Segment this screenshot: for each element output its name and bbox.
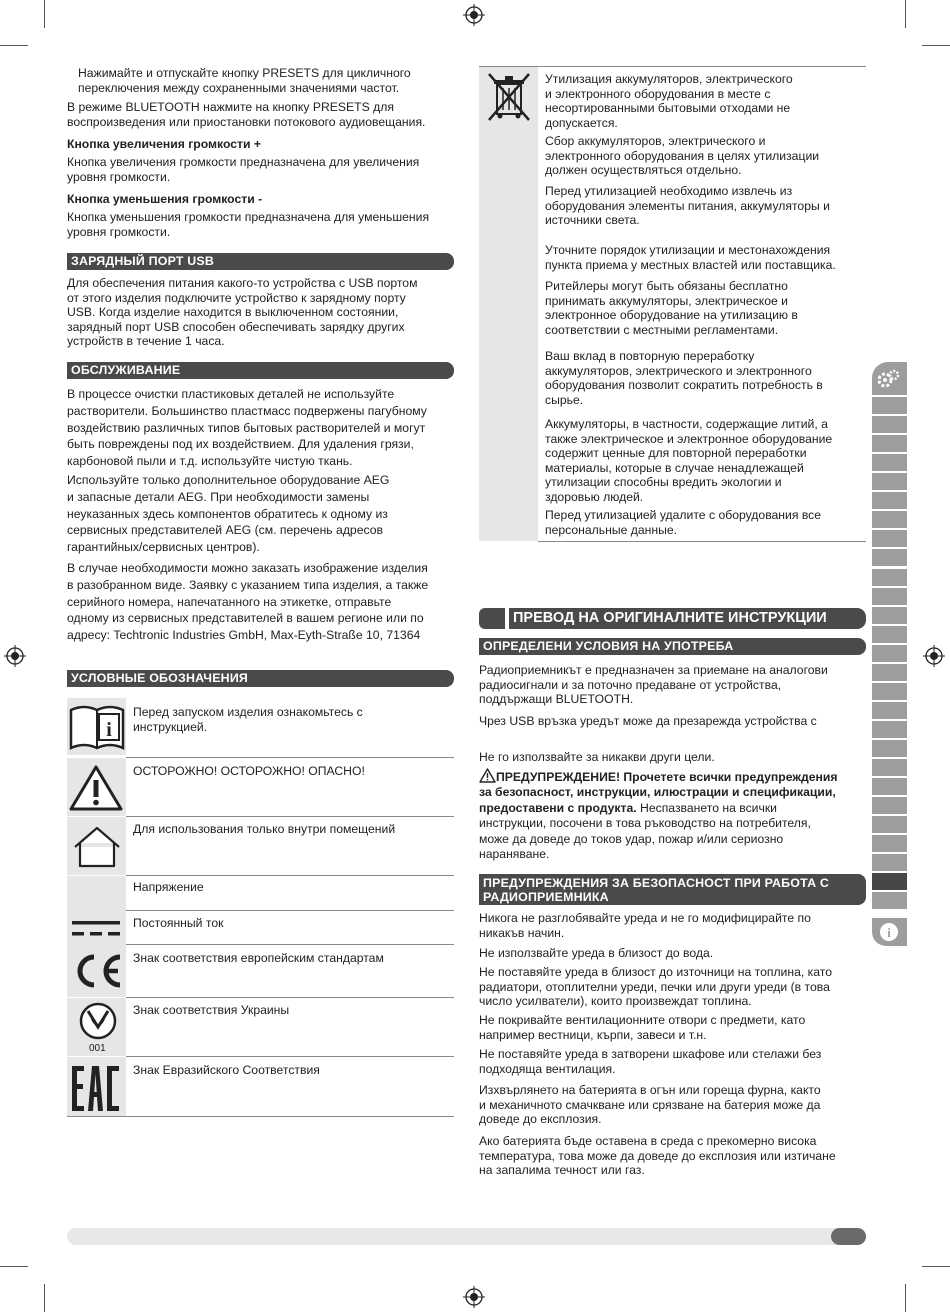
language-tab[interactable] xyxy=(872,759,907,776)
safety-text-5: Не поставяйте уреда в затворени шкафове или стелажи без подходяща вентилация. xyxy=(479,1047,822,1076)
language-marker xyxy=(479,608,505,629)
safety-section-header: ПРЕДУПРЕЖДЕНИЯ ЗА БЕЗОПАСНОСТ ПРИ РАБОТА С РАДИОПРИЕМНИКА xyxy=(479,874,866,905)
language-tab[interactable] xyxy=(872,835,907,852)
disposal-text-7: Аккумуляторы, в частности, содержащие литий, а также электрическое и электронное оборудование содержит ценные для повторной переработки материалы, которые в случае ненадлежащей утилизации способны вредить экологии и здоровью людей. xyxy=(545,417,833,504)
info-tab[interactable] xyxy=(872,918,907,946)
crop-mark-tr-h xyxy=(922,45,950,46)
language-tab[interactable] xyxy=(872,626,907,643)
disposal-icon-column xyxy=(479,67,538,541)
language-tab[interactable] xyxy=(872,778,907,795)
safety-text-7: Ако батерията бъде оставена в среда с прекомерно висока температура, това може да доведе до експлозия или изтичане на запалима течност или газ. xyxy=(479,1134,836,1178)
ukraine-mark-number: 001 xyxy=(89,1043,106,1054)
row-divider xyxy=(126,757,454,758)
safety-text-2: Не използвайте уреда в близост до вода. xyxy=(479,946,714,960)
symbol-text-voltage: Напряжение xyxy=(133,880,204,894)
safety-text-1: Никога не разглобявайте уреда и не го модифицирайте по никакъв начин. xyxy=(479,911,811,940)
crop-mark-tr-v xyxy=(905,0,906,28)
language-tab[interactable] xyxy=(872,530,907,547)
symbols-section-header: УСЛОВНЫЕ ОБОЗНАЧЕНИЯ xyxy=(67,670,454,687)
intended-use-text-3: Не го използвайте за никакви други цели. xyxy=(479,750,715,764)
service-paragraph-3: В случае необходимости можно заказать изображение изделия в разобранном виде. Заявку с указанием типа изделия, а также серийного номера, напечатанного на этикетке, отправьте одному из сервисных представителей в вашем регионе или по адресу: Techtronic Industries GmbH, Max-Eyth-Straße 10, 71364 xyxy=(67,561,429,643)
intended-use-text-1: Радиоприемникът е предназначен за приемане на аналогови радиосигнали и за поточно предаване от устройства, поддържащи BLUETOOTH. xyxy=(479,663,828,707)
disposal-text-6: Ваш вклад в повторную переработку аккумуляторов, электрического и электронного оборудования позволит сократить потребность в сырье. xyxy=(545,349,823,407)
language-tab[interactable] xyxy=(872,473,907,490)
registration-mark-icon xyxy=(923,645,945,667)
row-divider xyxy=(126,875,454,876)
crop-mark-bl-v xyxy=(44,1284,45,1312)
language-tab[interactable] xyxy=(872,892,907,909)
disposal-text-5: Ритейлеры могут быть обязаны бесплатно принимать аккумуляторы, электрическое и электронное оборудование на утилизацию в соответствии с местными регламентами. xyxy=(545,279,798,337)
usb-section-header: ЗАРЯДНЫЙ ПОРТ USB xyxy=(67,253,454,270)
symbol-text-manual: Перед запуском изделия ознакомьтесь с инструкцией. xyxy=(133,705,363,734)
language-tab[interactable] xyxy=(872,683,907,700)
row-divider xyxy=(126,1056,454,1057)
direct-current-icon xyxy=(70,917,122,941)
general-warning-block xyxy=(479,768,871,862)
volume-up-text: Кнопка увеличения громкости предназначена для увеличения уровня громкости. xyxy=(67,155,420,184)
ukraine-conformity-icon xyxy=(77,1001,119,1041)
general-warning-text: Неспазването на всички инструкции, посочени в това ръководство на потребителя, може да доведе до токов удар, пожар и/или сериозно нараняване. xyxy=(479,800,811,862)
language-tab[interactable] xyxy=(872,816,907,833)
volume-down-title: Кнопка уменьшения громкости - xyxy=(67,192,263,206)
disposal-text-1: Утилизация аккумуляторов, электрического и электронного оборудования в месте с несортированными бытовыми отходами не допускается. xyxy=(545,72,793,130)
ce-mark-icon xyxy=(70,951,124,991)
language-tab[interactable] xyxy=(872,645,907,662)
registration-mark-icon xyxy=(463,4,485,26)
presets-cycle-text: Нажимайте и отпускайте кнопку PRESETS для цикличного переключения между сохраненными значениями частот. xyxy=(78,66,411,95)
crop-mark-bl-h xyxy=(0,1266,28,1267)
warning-triangle-icon xyxy=(479,768,496,783)
footer-bar xyxy=(67,1228,866,1245)
crop-mark-tl-v xyxy=(44,0,45,28)
translation-title: ПРЕВОД НА ОРИГИНАЛНИТЕ ИНСТРУКЦИИ xyxy=(509,608,866,629)
language-tab[interactable] xyxy=(872,873,907,890)
language-tab[interactable] xyxy=(872,435,907,452)
intended-use-header: ОПРЕДЕЛЕНИ УСЛОВИЯ НА УПОТРЕБА xyxy=(479,638,866,655)
crossed-bin-icon xyxy=(485,70,533,124)
safety-text-6: Изхвърлянето на батерията в огън или гореща фурна, както и механичното смачкване или срязване на батерия може да доведе до експлозия. xyxy=(479,1083,821,1127)
crop-mark-tl-h xyxy=(0,45,28,46)
voltage-icon xyxy=(67,876,126,911)
language-tab[interactable] xyxy=(872,664,907,681)
eac-mark-icon xyxy=(70,1064,122,1112)
table-bottom-border xyxy=(538,541,866,542)
disposal-text-8: Перед утилизацией удалите с оборудования все персональные данные. xyxy=(545,508,822,537)
row-divider xyxy=(126,910,454,911)
page-number-badge xyxy=(831,1228,866,1245)
registration-mark-icon xyxy=(463,1286,485,1308)
language-tab[interactable] xyxy=(872,454,907,471)
crop-mark-br-v xyxy=(905,1284,906,1312)
language-tab[interactable] xyxy=(872,721,907,738)
language-tab[interactable] xyxy=(872,569,907,586)
symbol-text-warning: ОСТОРОЖНО! ОСТОРОЖНО! ОПАСНО! xyxy=(133,764,365,778)
info-icon xyxy=(879,922,899,942)
symbol-text-ce: Знак соответствия европейским стандартам xyxy=(133,951,384,965)
row-divider xyxy=(126,997,454,998)
symbol-text-eac: Знак Евразийского Соответствия xyxy=(133,1063,320,1077)
warning-triangle-icon xyxy=(68,763,124,813)
service-section-header: ОБСЛУЖИВАНИЕ xyxy=(67,362,454,379)
manual-info-icon xyxy=(67,700,127,754)
svg-text:i: i xyxy=(887,925,891,940)
language-tab[interactable] xyxy=(872,740,907,757)
symbol-text-dc: Постоянный ток xyxy=(133,916,224,930)
symbol-text-ukraine: Знак соответствия Украины xyxy=(133,1003,290,1017)
volume-up-title: Кнопка увеличения громкости + xyxy=(67,137,261,151)
disposal-text-3: Перед утилизацией необходимо извлечь из оборудования элементы питания, аккумуляторы и источники света. xyxy=(545,184,830,228)
row-divider xyxy=(67,1116,454,1117)
volume-down-text: Кнопка уменьшения громкости предназначена для уменьшения уровня громкости. xyxy=(67,210,430,239)
language-tab[interactable] xyxy=(872,607,907,624)
symbol-text-indoor: Для использования только внутри помещений xyxy=(133,822,396,836)
presets-bluetooth-text: В режиме BLUETOOTH нажмите на кнопку PRESETS для воспроизведения или приостановки потокового аудиовещания. xyxy=(67,100,426,129)
row-divider xyxy=(126,816,454,817)
language-tab[interactable] xyxy=(872,511,907,528)
language-tab[interactable] xyxy=(872,702,907,719)
language-tab[interactable] xyxy=(872,397,907,414)
settings-tab[interactable] xyxy=(872,362,907,395)
disposal-text-4: Уточните порядок утилизации и местонахождения пункта приема у местных властей или поставщика. xyxy=(545,243,836,272)
language-tab[interactable] xyxy=(872,588,907,605)
language-tab[interactable] xyxy=(872,797,907,814)
language-tab[interactable] xyxy=(872,416,907,433)
intended-use-text-2: Чрез USB връзка уредът може да презарежда устройства с xyxy=(479,714,817,728)
service-paragraph-2: Используйте только дополнительное оборудование AEG и запасные детали AEG. При необходимости замены неуказанных здесь компонентов обратитесь к одному из сервисных представителей AEG (см. перечень адресов гарантийных/сервисных центров). xyxy=(67,473,390,555)
disposal-text-2: Сбор аккумуляторов, электрического и электронного оборудования в целях утилизации должен осуществляться отдельно. xyxy=(545,134,820,178)
general-warning-bold: ПРЕДУПРЕЖДЕНИЕ! Прочетете всички предупреждения за безопасност, инструкции, илюстрации и спецификации, предоставени с продукта. xyxy=(479,770,838,815)
service-paragraph-1: В процессе очистки пластиковых деталей не используйте растворители. Большинство пластмасс подвержены пагубному воздействию различных типов бытовых растворителей и могут быть повреждены под их воздействием. Для удаления грязи, карбоновой пыли и т.д. используйте чистую ткань. xyxy=(67,387,427,469)
safety-text-4: Не покривайте вентилационните отвори с предмети, като например вестници, кърпи, завеси и т.н. xyxy=(479,1013,806,1042)
language-tab[interactable] xyxy=(872,854,907,871)
crop-mark-br-h xyxy=(922,1266,950,1267)
usb-text: Для обеспечения питания какого-то устройства с USB портом от этого изделия подключите устройство к зарядному порту USB. Когда изделие находится в выключенном состоянии, зарядный порт USB способен обеспечивать зарядку других устройств в течение 1 часа. xyxy=(67,276,418,349)
row-divider xyxy=(126,944,454,945)
indoor-house-icon xyxy=(72,825,122,869)
registration-mark-icon xyxy=(4,645,26,667)
language-tab[interactable] xyxy=(872,492,907,509)
safety-text-3: Не поставяйте уреда в близост до източници на топлина, като радиатори, отоплителни уреди, печки или други уреди (в това число усилватели), които произвеждат топлина. xyxy=(479,965,832,1009)
language-tab[interactable] xyxy=(872,549,907,566)
svg-text:i: i xyxy=(106,719,112,741)
gear-settings-icon xyxy=(877,368,901,390)
